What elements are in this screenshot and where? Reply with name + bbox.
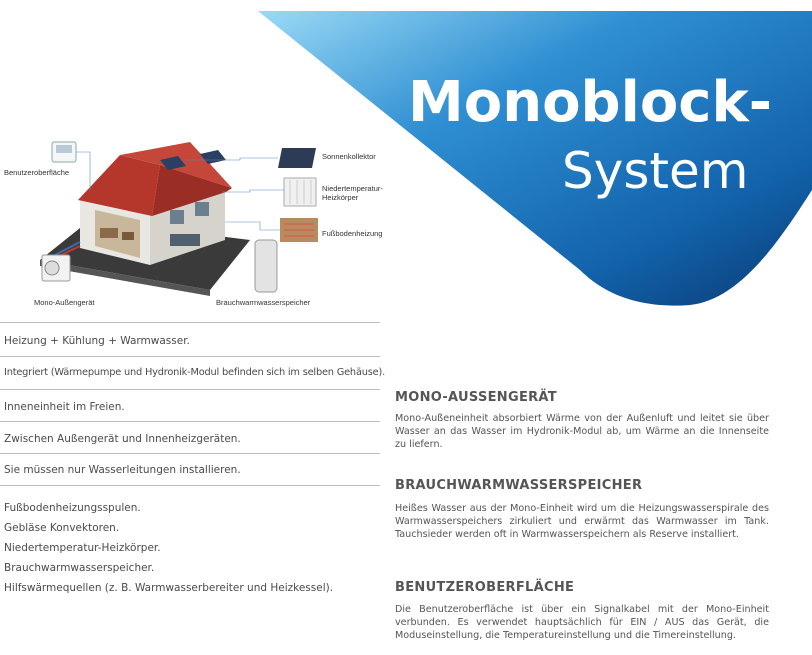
feature-item: Integriert (Wärmepumpe und Hydronik-Modul befinden sich im selben Gehäuse). [4,367,386,378]
section-heading-outdoor-unit: MONO-AUSSENGERÄT [395,390,557,405]
section-heading-user-interface: BENUTZEROBERFLÄCHE [395,580,575,595]
label-radiator-1: Niedertemperatur- [322,184,383,193]
divider [0,453,380,454]
page-title-line1: Monoblock- [408,70,772,135]
solar-collector-icon [278,148,316,168]
feature-item: Zwischen Außengerät und Innenheizgeräten. [4,433,241,445]
label-floor-heating: Fußbodenheizung [322,229,383,238]
label-outdoor-unit: Mono-Außengerät [34,298,95,307]
component-item: Fußbodenheizungsspulen. [4,502,141,514]
component-item: Gebläse Konvektoren. [4,522,120,534]
feature-item: Inneneinheit im Freien. [4,401,125,413]
component-item: Hilfswärmequellen (z. B. Warmwasserbereiter und Heizkessel). [4,582,334,594]
feature-item: Heizung + Kühlung + Warmwasser. [4,335,190,347]
section-text-outdoor-unit: Mono-Außeneinheit absorbiert Wärme von der Außenluft und leitet sie über Wasser an das Wasser im Hydronik-Modul ab, um Wärme an die Innenseite zu liefern. [395,413,769,450]
section-text-user-interface: Die Benutzeroberfläche ist über ein Signalkabel mit der Mono-Einheit verbunden. Es verwendet hauptsächlich für EIN / AUS das Gerät, die Moduseinstellung, die Temperatureinstellung und die Timereinstellung. [395,604,769,641]
water-tank-icon [255,240,277,292]
label-user-interface: Benutzeroberfläche [4,168,70,177]
component-item: Niedertemperatur-Heizkörper. [4,542,161,554]
divider [0,485,380,486]
feature-item: Sie müssen nur Wasserleitungen installieren. [4,464,241,476]
label-solar-collector: Sonnenkollektor [322,152,376,161]
page-title-line2: System [562,142,749,200]
divider [0,421,380,422]
divider [0,389,380,390]
component-item: Brauchwarmwasserspeicher. [4,562,155,574]
section-text-hot-water: Heißes Wasser aus der Mono-Einheit wird um die Heizungswasserspirale des Warmwasserspeichers zirkuliert und erwärmt das Warmwasser im Tank. Tauchsieder werden oft in Warmwasserspeichern als Reserve installiert. [395,503,769,540]
label-radiator-2: Heizkörper [322,193,359,202]
label-hot-water-tank: Brauchwarmwasserspeicher [216,298,311,307]
divider [0,356,380,357]
divider [0,322,380,323]
section-heading-hot-water: BRAUCHWARMWASSERSPEICHER [395,478,643,493]
